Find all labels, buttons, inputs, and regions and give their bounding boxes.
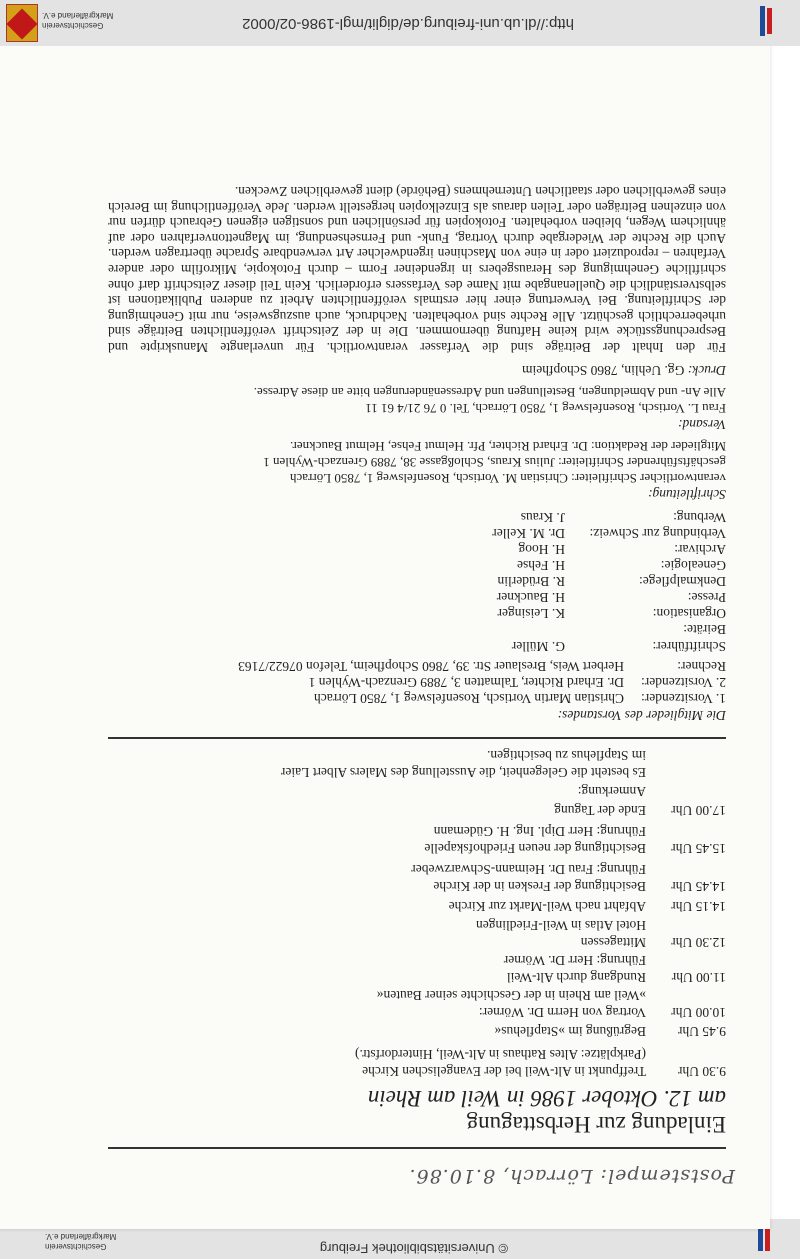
board-role: Genealogie:: [660, 558, 726, 573]
versand-line: Alle An- und Abmeldungen, Bestellungen und Adressenänderungen bitte an diese Adresse.: [253, 385, 726, 400]
copyright-text: © Universitätsbibliothek Freiburg: [319, 1241, 508, 1256]
program-time: 9.45 Uhr: [678, 1024, 726, 1039]
program-text: Führung: Frau Dr. Heimann-Schwarzweber: [411, 862, 646, 877]
title-rule: [108, 1147, 726, 1149]
board-role: Schriftführer:: [652, 639, 726, 654]
board-role: 2. Vorsitzender:: [641, 675, 726, 690]
board-member: Dr. Erhard Richter, Talmatten 3, 7889 Grenzach-Wyhlen 1: [308, 675, 624, 690]
program-text: Besichtigung der Fresken in der Kirche: [433, 879, 646, 894]
board-member: Christian Martin Vortisch, Rosenfelsweg 1, 7850 Lörrach: [314, 691, 624, 706]
board-member: Dr. M. Keller: [492, 526, 565, 541]
schrift-heading: Schriftleitung:: [648, 487, 726, 502]
board-role: Werbung:: [673, 510, 726, 525]
program-text: Mittagessen: [580, 935, 646, 950]
schrift-line: Mitglieder der Redaktion: Dr. Erhard Richter, Pfr. Helmut Fehse, Helmut Bauckner.: [290, 439, 726, 454]
board-member: G. Müller: [511, 639, 565, 654]
program-text: Vortrag von Herrn Dr. Wörner:: [478, 1005, 646, 1020]
board-member: H. Fehse: [517, 558, 565, 573]
handwritten-note: Poststempel: Lörrach, 8.10.86.: [408, 1165, 735, 1187]
versand-heading: Versand:: [678, 417, 726, 432]
program-text: Führung: Herr Dipl. Ing. H. Güdemann: [433, 824, 646, 839]
board-role: Verbindung zur Schweiz:: [589, 526, 726, 541]
viewer-footer: [0, 0, 800, 46]
note-text: im Stapflehus zu besichtigen.: [487, 748, 646, 763]
board-role: 1. Vorsitzender:: [641, 691, 726, 706]
ub-logo-icon: [767, 8, 772, 34]
program-time: 14.45 Uhr: [671, 879, 726, 894]
society-name: Geschichtsverein Markgräflerland e.V.: [45, 1232, 117, 1251]
board-member: Herbert Weis, Breslauer Str. 39, 7860 Schopfheim, Telefon 07622/7163: [238, 659, 624, 674]
program-text: Ende der Tagung: [554, 803, 646, 818]
program-time: 11.00 Uhr: [671, 970, 726, 985]
program-text: »Weil am Rhein in der Geschichte seiner Bauten«: [376, 988, 646, 1003]
board-member: R. Brüderlin: [497, 574, 565, 589]
program-time: 17.00 Uhr: [671, 803, 726, 818]
schrift-line: geschäftsführender Schriftleiter: Julius Kraus, Schloßgasse 38, 7889 Grenzach-Wyhlen 1: [263, 455, 726, 470]
program-time: 15.45 Uhr: [671, 841, 726, 856]
society-crest-icon: [6, 4, 38, 42]
program-time: 12.30 Uhr: [671, 935, 726, 950]
board-role: Presse:: [687, 590, 726, 605]
program-text: Rundgang durch Alt-Weil: [506, 970, 646, 985]
ub-logo-icon-part: [760, 6, 765, 36]
board-role: Beiräte:: [683, 622, 726, 637]
board-role: Rechner:: [677, 659, 726, 674]
board-member: K. Leisinger: [497, 606, 565, 621]
legal-notice: Für den Inhalt der Beiträge sind die Verfasser verantwortlich. Für unverlangte Manuskripte und Besprechungsstücke wird keine Haftung übernommen. Die in der Zeitschrift veröffentlichten Beiträge sind urheberrechtlich geschützt. Alle Rechte sind vorbehalten. Nachdruck, auch auszugsweise, nur mit Genehmigung der Schriftleitung. Bei Verwertung einer hier erstmals veröffentlichten Arbeit zu anderen Publikationen ist selbstverständlich die Quellenangabe mit Name des Verfassers erforderlich. Kein Teil dieser Zeitschrift darf ohne schriftliche Genehmigung des Herausgebers in irgendeiner Form – durch Fotokopie, Mikrofilm oder andere Verfahren – reproduziert oder in eine von Maschinen irgendwelcher Art verwendbare Sprache übertragen werden. Auch die Rechte der Wiedergabe durch Vortrag, Funk- und Fernsehsendung, im Magnettonverfahren oder auf ähnlichem Wegen, bleiben vorbehalten. Fotokopien für persönlichen und sonstigen eigenen Gebrauch dürfen nur von einzelnen Beiträgen oder Teilen daraus als Einzelkopien hergestellt werden. Jede Veröffentlichung im Bereich eines gewerblichen oder staatlichen Unternehmens (Behörde) dient gewerblichen Zwecken.: [108, 184, 726, 355]
board-member: H. Hoog: [518, 542, 565, 557]
program-time: 10.00 Uhr: [671, 1005, 726, 1020]
program-text: (Parkplätze: Altes Rathaus in Alt-Weil, Hinterdorfstr.): [355, 1047, 646, 1062]
board-member: H. Bauckner: [496, 590, 565, 605]
board-member: J. Kraus: [520, 510, 565, 525]
section-rule: [108, 737, 726, 739]
board-role: Organisation:: [652, 606, 726, 621]
note-label: Anmerkung:: [577, 784, 646, 799]
board-role: Archivar:: [674, 542, 726, 557]
program-text: Treffpunkt in Alt-Weil bei der Evangelischen Kirche: [362, 1064, 646, 1079]
program-text: Führung: Herr Dr. Wörner: [503, 953, 646, 968]
druck-label: Druck:: [687, 363, 726, 378]
board-role: Denkmalpflege:: [639, 574, 726, 589]
program-time: 9.30 Uhr: [678, 1064, 726, 1079]
program-text: Begrüßung im »Stapflehus«: [494, 1024, 646, 1039]
page-title: Einladung zur Herbsttagung am 12. Oktober 1986 in Weil am Rhein: [367, 1086, 726, 1137]
schrift-line: verantwortlicher Schriftleiter: Christian M. Vortisch, Rosenfelsweg 1, 7850 Lörrach: [289, 471, 726, 486]
program-time: 14.15 Uhr: [671, 899, 726, 914]
versand-line: Frau L. Vortisch, Rosenfelsweg 1, 7850 Lörrach, Tel. 0 76 21/4 61 11: [365, 401, 726, 416]
note-text: Es besteht die Gelegenheit, die Ausstellung des Malers Albert Laier: [280, 765, 646, 780]
program-text: Abfahrt nach Weil-Markt zur Kirche: [448, 899, 646, 914]
page-url: http://dl.ub.uni-freiburg.de/diglit/mgl-1986-02/0002: [242, 15, 574, 32]
program-text: Besichtigung der neuen Friedhofskapelle: [424, 841, 646, 856]
druck-text: Gg. Uehlin, 7860 Schopfheim: [522, 363, 685, 378]
board-heading: Die Mitglieder des Vorstandes:: [557, 708, 726, 723]
scanned-page: [0, 44, 770, 1229]
druck-line: [522, 362, 726, 378]
society-name-footer: Geschichtsverein Markgräflerland e.V.: [42, 11, 114, 30]
program-text: Hotel Atlas in Weil-Friedlingen: [475, 918, 646, 933]
